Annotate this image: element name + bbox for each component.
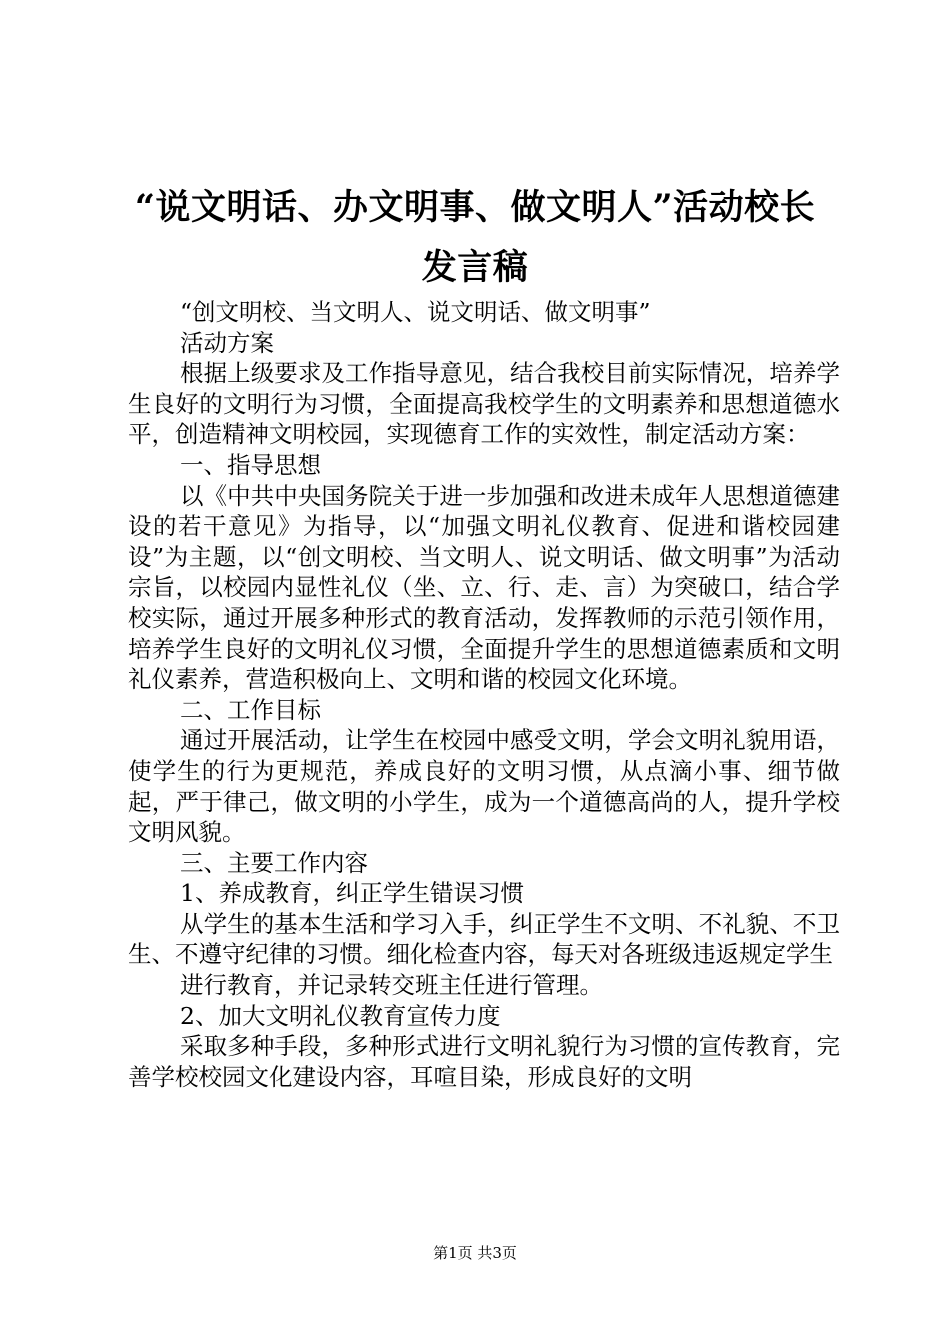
- subheading-etiquette-publicity: 2、加大文明礼仪教育宣传力度: [180, 1001, 501, 1030]
- paragraph-habit-education-cont: 进行教育，并记录转交班主任进行管理。: [180, 971, 603, 1000]
- paragraph-plan-label: 活动方案: [180, 328, 274, 357]
- paragraph-intro: 根据上级要求及工作指导意见，结合我校目前实际情况，培养学生良好的文明行为习惯，全面提高我校学生的文明素养和思想道德水平，创造精神文明校园，实现德育工作的实效性，制定活动方案：: [128, 359, 840, 449]
- paragraph-habit-education: 从学生的基本生活和学习入手，纠正学生不文明、不礼貌、不卫生、不遵守纪律的习惯。细化检查内容，每天对各班级违返规定学生: [128, 909, 840, 969]
- document-title-line-1: “说文明话、办文明事、做文明人”活动校长: [134, 187, 816, 228]
- paragraph-slogan: “创文明校、当文明人、说文明话、做文明事”: [180, 298, 651, 326]
- paragraph-guiding-ideology: 以《中共中央国务院关于进一步加强和改进未成年人思想道德建设的若干意见》为指导，以“加强文明礼仪教育、促进和谐校园建设”为主题，以“创文明校、当文明人、说文明话、做文明事”为活动宗旨，以校园内显性礼仪（坐、立、行、走、言）为突破口，结合学校实际，通过开展多种形式的教育活动，发挥教师的示范引领作用，培养学生良好的文明礼仪习惯，全面提升学生的思想道德素质和文明礼仪素养，营造积极向上、文明和谐的校园文化环境。: [128, 481, 840, 694]
- section-heading-main-content: 三、主要工作内容: [180, 848, 368, 877]
- document-body: [128, 297, 840, 1092]
- document-title-line-2: 发言稿: [421, 247, 529, 288]
- subheading-habit-education: 1、养成教育，纠正学生错误习惯: [180, 879, 524, 908]
- section-heading-guiding-ideology: 一、指导思想: [180, 450, 321, 479]
- paragraph-etiquette-publicity: 采取多种手段，多种形式进行文明礼貌行为习惯的宣传教育，完善学校校园文化建设内容，耳喧目染，形成良好的文明: [128, 1032, 840, 1091]
- paragraph-work-goals: 通过开展活动，让学生在校园中感受文明，学会文明礼貌用语，使学生的行为更规范，养成良好的文明习惯，从点滴小事、细节做起，严于律己，做文明的小学生，成为一个道德高尚的人，提升学校文明风貌。: [128, 726, 840, 847]
- section-heading-work-goals: 二、工作目标: [180, 695, 321, 724]
- page-number-footer: 第1页 共3页: [433, 1244, 517, 1262]
